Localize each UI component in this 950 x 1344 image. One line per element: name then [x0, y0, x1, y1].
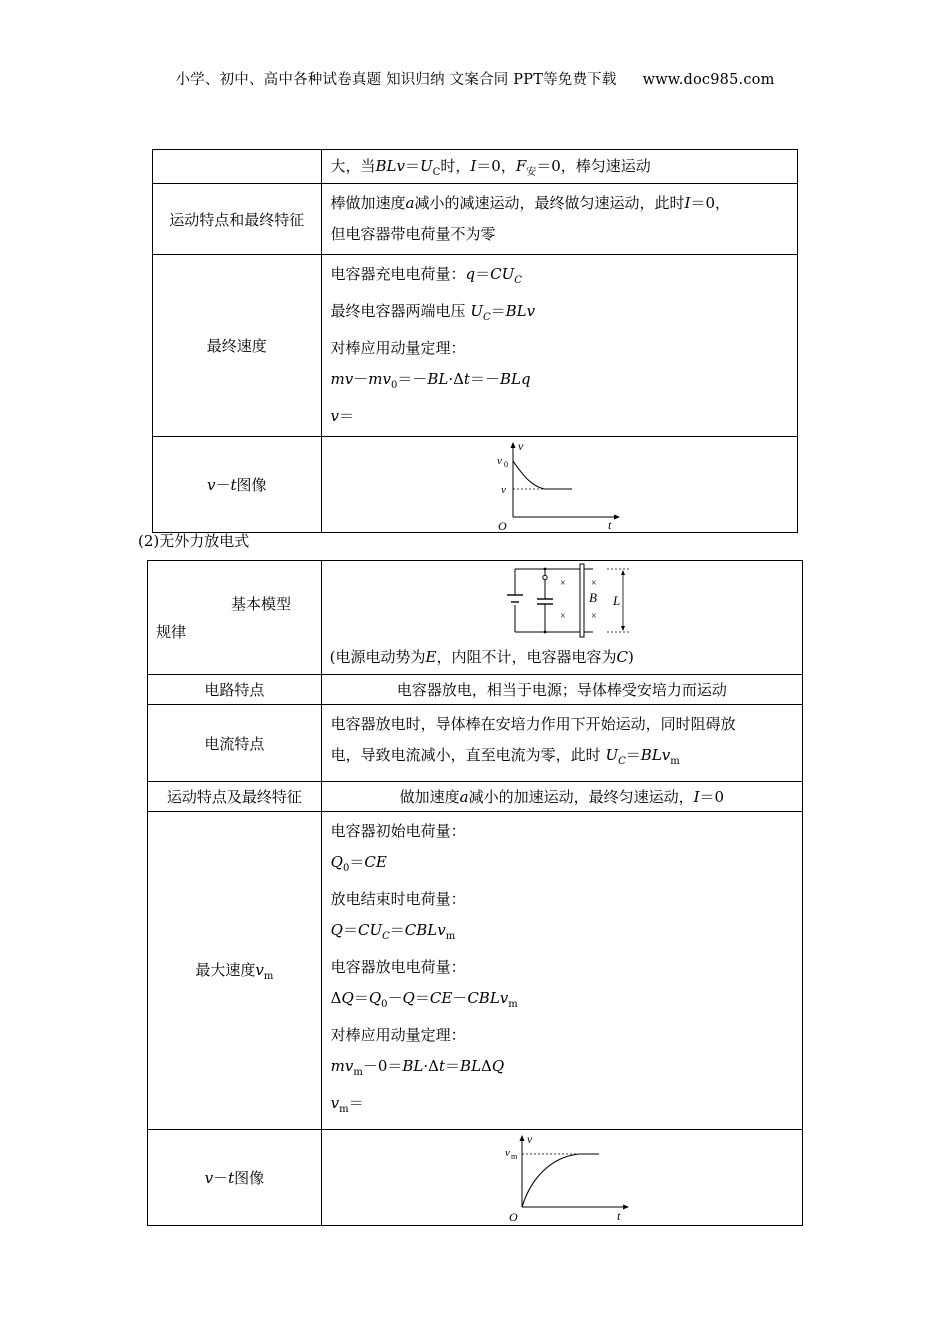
- text: mv: [330, 370, 354, 388]
- table-row: [153, 255, 798, 437]
- text: C: [482, 312, 491, 323]
- text: ＝: [475, 265, 491, 283]
- text: Q: [368, 989, 382, 1007]
- decay-graph: [496, 439, 626, 531]
- text-line: [331, 740, 794, 777]
- text: a: [459, 788, 469, 806]
- text-line: 电容器放电电荷量：: [330, 958, 466, 976]
- velocity-curve: [513, 461, 572, 489]
- table-row: [148, 782, 803, 812]
- text: U: [470, 302, 483, 320]
- text: BL: [460, 1057, 482, 1075]
- text: ，内阻不计，电容器电容为: [436, 648, 617, 666]
- field-cross: ×: [559, 611, 566, 622]
- content-cell: [321, 812, 802, 1130]
- text: 减小的加速运动，最终匀速运动，: [468, 788, 694, 806]
- text-line: 但电容器带电荷量不为零: [330, 225, 496, 243]
- text: 安: [526, 167, 537, 178]
- row-label: [153, 437, 322, 533]
- text: ·Δ: [423, 1057, 439, 1075]
- text: t: [439, 1057, 446, 1075]
- text: Q: [491, 1057, 505, 1075]
- text: －: [353, 370, 369, 388]
- text: CBLv: [404, 921, 446, 939]
- velocity-curve: [522, 1154, 599, 1207]
- text: ＝: [445, 1057, 461, 1075]
- table-charging-model: [152, 149, 798, 533]
- t-axis-arrow: [614, 514, 620, 519]
- text: Q: [341, 989, 354, 1007]
- field-cross: ×: [590, 578, 597, 589]
- diagram-cell: [321, 561, 802, 675]
- text: C: [432, 167, 441, 178]
- text: C: [616, 648, 628, 666]
- text-line: [331, 1051, 794, 1088]
- text: ＝: [389, 921, 405, 939]
- text: 0: [390, 380, 398, 391]
- vm-label: v: [504, 1146, 510, 1159]
- text: (电源电动势为: [329, 648, 426, 666]
- v0-label: v: [496, 454, 502, 467]
- text-line: [331, 401, 789, 432]
- text: －: [387, 989, 403, 1007]
- content-cell: [321, 255, 797, 437]
- text: BLq: [499, 370, 531, 388]
- origin-label: O: [497, 518, 507, 531]
- table-discharge-model: [147, 560, 803, 1226]
- text: －: [213, 1169, 229, 1187]
- text: ＝0，: [690, 194, 730, 212]
- row-label: 电流特点: [148, 705, 322, 782]
- text-line: 电容器初始电荷量：: [330, 822, 466, 840]
- header-site: www.doc985.com: [642, 72, 775, 88]
- table-row: [148, 561, 803, 675]
- table-row: [153, 150, 798, 184]
- conductor-rod: [580, 564, 584, 637]
- text: Q: [330, 921, 343, 939]
- text-line: [331, 847, 794, 884]
- table-row: [148, 1130, 803, 1226]
- arrow-head: [621, 626, 625, 631]
- text: ＝: [490, 302, 506, 320]
- text-line: 对棒应用动量定理：: [330, 1026, 466, 1044]
- table-row: [148, 812, 803, 1130]
- text: U: [420, 157, 433, 175]
- text: v: [330, 407, 339, 425]
- content-cell: [321, 782, 802, 812]
- text: m: [508, 999, 518, 1010]
- text: v: [330, 1094, 340, 1112]
- text: U: [605, 746, 619, 764]
- text: v: [255, 961, 264, 979]
- text: 做加速度: [399, 788, 460, 806]
- text: CE: [364, 853, 387, 871]
- text: ＝0，: [476, 157, 516, 175]
- text: 图像: [236, 476, 267, 494]
- text: C: [514, 275, 522, 286]
- text: ＝: [349, 853, 365, 871]
- page-header: [0, 68, 950, 89]
- text: m: [670, 756, 680, 767]
- text: a: [405, 194, 415, 212]
- table-row: [153, 184, 798, 255]
- text: ＝: [342, 921, 358, 939]
- text: v: [204, 1169, 214, 1187]
- section-title: (2)无外力放电式: [138, 532, 250, 550]
- content-cell: [321, 184, 797, 255]
- row-label: [148, 812, 322, 1130]
- row-label: 最终速度: [153, 255, 322, 437]
- v-axis-arrow: [519, 1135, 524, 1141]
- text-line: 对棒应用动量定理：: [330, 339, 466, 357]
- text: ＝: [405, 157, 421, 175]
- text: t: [228, 1169, 235, 1187]
- v0-sub-label: 0: [503, 459, 508, 469]
- text: CU: [358, 921, 383, 939]
- v-axis-arrow: [510, 442, 515, 448]
- text: BLv: [375, 157, 405, 175]
- row-label: [148, 1130, 322, 1226]
- text: BLv: [505, 302, 536, 320]
- label-line: 基本模型: [231, 594, 292, 613]
- text: 电容器充电电荷量：: [330, 265, 466, 283]
- label-line: 规律: [156, 622, 187, 641]
- v-axis-label: v: [517, 438, 523, 453]
- text-line: [331, 983, 794, 1020]
- text-line: [331, 188, 789, 219]
- text: 0: [342, 863, 350, 874]
- t-axis-arrow: [623, 1204, 629, 1209]
- text: F: [515, 157, 527, 175]
- b-field-label: B: [588, 590, 597, 605]
- text: C: [618, 756, 626, 767]
- text: Q: [330, 853, 343, 871]
- text: －0＝: [362, 1057, 403, 1075]
- label-cell: [153, 150, 322, 184]
- text: 大，当: [330, 157, 376, 175]
- text: E: [425, 648, 437, 666]
- text: －: [452, 989, 468, 1007]
- text: I: [684, 194, 691, 212]
- t-axis-label: t: [616, 1208, 621, 1223]
- text: 最大速度: [195, 961, 256, 979]
- text: Q: [402, 989, 415, 1007]
- text: BLv: [640, 746, 671, 764]
- growth-graph: [505, 1132, 635, 1224]
- content-cell: [321, 705, 802, 782]
- text: Δ: [481, 1057, 492, 1075]
- vm-sub-label: m: [510, 1151, 517, 1161]
- text: mv: [368, 370, 391, 388]
- text: 0: [381, 999, 388, 1010]
- table-row: [148, 705, 803, 782]
- text: －: [215, 476, 231, 494]
- text: 图像: [234, 1169, 265, 1187]
- text-line: [331, 259, 789, 296]
- content-cell: [321, 150, 797, 184]
- t-axis-label: t: [607, 517, 611, 531]
- graph-cell: [321, 1130, 802, 1226]
- text: C: [382, 931, 390, 942]
- text: BL: [402, 1057, 424, 1075]
- text: 棒做加速度: [330, 194, 406, 212]
- text: CU: [490, 265, 515, 283]
- switch-contact: [542, 575, 546, 579]
- text: ＝: [414, 989, 430, 1007]
- l-length-label: L: [612, 593, 620, 608]
- text: q: [465, 265, 476, 283]
- text: mv: [330, 1057, 354, 1075]
- text: ＝: [348, 1094, 364, 1112]
- node: [543, 568, 546, 571]
- text: m: [339, 1104, 349, 1115]
- row-label: 运动特点及最终特征: [148, 782, 322, 812]
- text: CBLv: [467, 989, 509, 1007]
- text: 时，: [440, 157, 471, 175]
- text: ＝: [625, 746, 641, 764]
- v-final-label: v: [500, 483, 506, 496]
- arrow-head: [621, 570, 625, 575]
- field-cross: ×: [590, 611, 597, 622]
- text: I: [693, 788, 700, 806]
- text: v: [206, 476, 216, 494]
- text: ): [627, 648, 634, 666]
- text-line: [331, 915, 794, 952]
- text: BL: [427, 370, 449, 388]
- row-label: [148, 561, 322, 675]
- text: 最终电容器两端电压: [330, 302, 466, 320]
- text: I: [470, 157, 477, 175]
- text: m: [445, 931, 456, 942]
- text: 减小的减速运动，最终做匀速运动，此时: [414, 194, 685, 212]
- text: Δ: [330, 989, 342, 1007]
- row-label: 电路特点: [148, 675, 322, 705]
- text-line: 电容器放电时，导体棒在安培力作用下开始运动，同时阻碍放: [330, 715, 736, 733]
- caption: [330, 640, 794, 674]
- text: m: [263, 971, 274, 982]
- text: t: [463, 370, 470, 388]
- origin-label: O: [508, 1209, 518, 1224]
- v-axis-label: v: [526, 1131, 532, 1146]
- text: ·Δ: [448, 370, 464, 388]
- graph-cell: [321, 437, 797, 533]
- content-cell: 电容器放电，相当于电源；导体棒受安培力而运动: [321, 675, 802, 705]
- text: ＝: [353, 989, 369, 1007]
- text-line: [331, 1088, 794, 1125]
- text-line: [331, 296, 789, 333]
- table-row: [153, 437, 798, 533]
- text: ＝－: [397, 370, 428, 388]
- circuit-diagram: [505, 561, 635, 639]
- text-line: [331, 364, 789, 401]
- table-row: [148, 675, 803, 705]
- row-label: 运动特点和最终特征: [153, 184, 322, 255]
- text: CE: [429, 989, 453, 1007]
- text: ＝0，棒匀速运动: [536, 157, 651, 175]
- header-text: 小学、初中、高中各种试卷真题 知识归纳 文案合同 PPT等免费下载: [175, 72, 617, 88]
- text: m: [353, 1067, 363, 1078]
- text: ＝: [339, 407, 355, 425]
- text: 电，导致电流减小，直至电流为零，此时: [330, 746, 601, 764]
- field-cross: ×: [559, 578, 566, 589]
- text: ＝－: [469, 370, 500, 388]
- text: t: [230, 476, 237, 494]
- node: [543, 631, 546, 634]
- text: ＝0: [699, 788, 725, 806]
- text-line: 放电结束时电荷量：: [330, 890, 466, 908]
